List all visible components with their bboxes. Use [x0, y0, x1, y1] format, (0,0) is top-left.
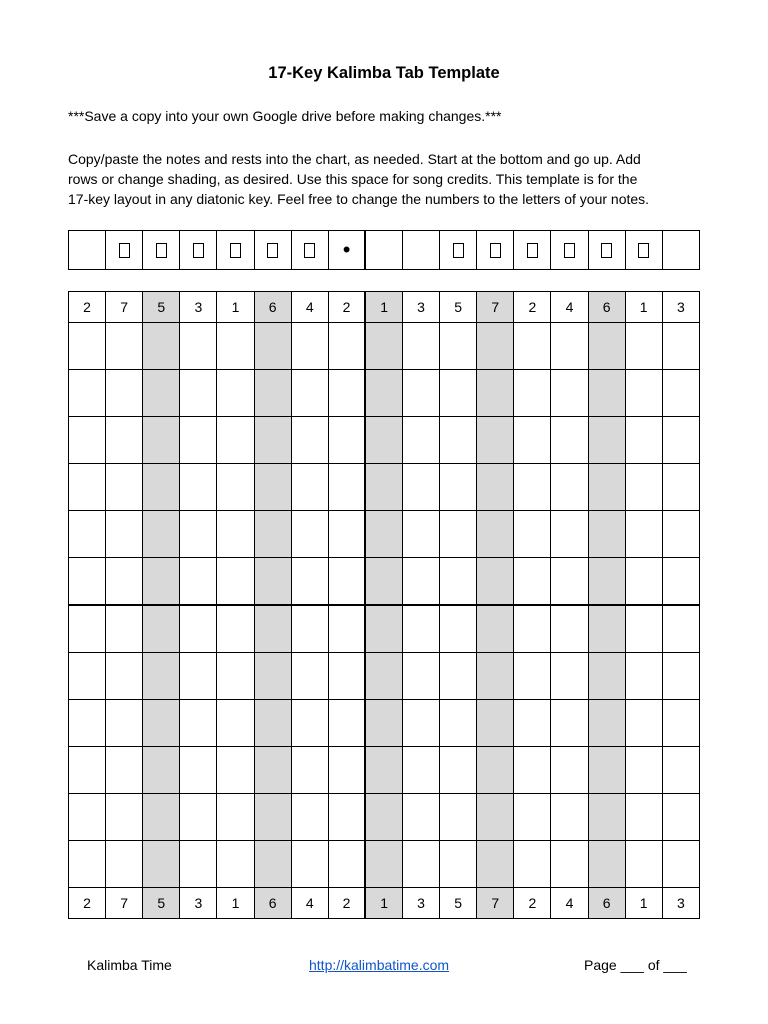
tab-cell [514, 794, 551, 841]
key-number-cell: 5 [440, 888, 477, 919]
key-number-cell: 4 [291, 888, 328, 919]
note-box-icon [193, 243, 204, 258]
tab-cell [69, 558, 106, 606]
tab-cell [143, 370, 180, 417]
tab-cell [254, 653, 291, 700]
symbol-cell [143, 231, 180, 270]
tab-cell [291, 511, 328, 558]
tab-cell [402, 605, 439, 653]
tab-cell [365, 370, 402, 417]
tab-cell [514, 417, 551, 464]
tab-cell [514, 558, 551, 606]
tab-cell [365, 700, 402, 747]
tab-cell [440, 700, 477, 747]
key-number-cell: 7 [477, 292, 514, 323]
symbol-cell [588, 231, 625, 270]
tab-cell [402, 511, 439, 558]
key-number-cell: 1 [365, 292, 402, 323]
tab-cell [180, 464, 217, 511]
tab-cell [254, 700, 291, 747]
page-number-field: Page ___ of ___ [584, 957, 687, 973]
tab-cell [440, 464, 477, 511]
tab-cell [291, 653, 328, 700]
key-number-cell: 5 [440, 292, 477, 323]
tab-cell [106, 605, 143, 653]
tab-cell [291, 323, 328, 370]
tab-cell [365, 653, 402, 700]
tab-cell [328, 747, 365, 794]
symbol-cell [551, 231, 588, 270]
tab-cell [143, 653, 180, 700]
tab-cell [625, 370, 662, 417]
tab-cell [143, 417, 180, 464]
tab-cell [217, 747, 254, 794]
key-number-cell: 5 [143, 292, 180, 323]
tab-cell [217, 370, 254, 417]
tab-cell [328, 794, 365, 841]
tab-cell [588, 558, 625, 606]
tab-cell [106, 700, 143, 747]
symbol-cell [291, 231, 328, 270]
tab-cell [328, 370, 365, 417]
tab-cell [551, 747, 588, 794]
tab-cell [217, 700, 254, 747]
tab-cell [625, 323, 662, 370]
tab-cell [625, 794, 662, 841]
tab-cell [143, 700, 180, 747]
key-number-row [69, 888, 700, 919]
tab-cell [625, 653, 662, 700]
key-number-cell: 4 [551, 888, 588, 919]
key-number-cell: 1 [365, 888, 402, 919]
key-number-cell: 3 [180, 292, 217, 323]
tab-cell [514, 653, 551, 700]
tab-cell [254, 323, 291, 370]
tab-cell [402, 417, 439, 464]
tab-cell [514, 323, 551, 370]
tab-cell [143, 841, 180, 888]
tab-cell [551, 605, 588, 653]
symbol-cell [477, 231, 514, 270]
tab-cell [143, 511, 180, 558]
tab-cell [143, 794, 180, 841]
tab-row [69, 511, 700, 558]
tab-cell [106, 747, 143, 794]
kalimba-tab-grid [68, 291, 700, 919]
tab-row [69, 841, 700, 888]
document-title: 17-Key Kalimba Tab Template [268, 64, 500, 82]
tab-cell [588, 747, 625, 794]
tab-cell [662, 558, 699, 606]
tab-row [69, 323, 700, 370]
tab-cell [180, 511, 217, 558]
tab-cell [625, 841, 662, 888]
tab-row [69, 370, 700, 417]
tab-cell [180, 370, 217, 417]
tab-cell [588, 370, 625, 417]
note-box-icon [119, 243, 130, 258]
save-copy-note: ***Save a copy into your own Google drive before making changes.*** [68, 108, 502, 124]
symbol-cell [106, 231, 143, 270]
tab-cell [69, 370, 106, 417]
symbol-cell [514, 231, 551, 270]
symbol-cell [217, 231, 254, 270]
tab-cell [365, 558, 402, 606]
tab-cell [477, 841, 514, 888]
tab-cell [402, 841, 439, 888]
tab-cell [365, 605, 402, 653]
tab-cell [477, 653, 514, 700]
tab-cell [69, 464, 106, 511]
symbol-cell [328, 231, 365, 270]
tab-cell [662, 323, 699, 370]
note-box-icon [490, 243, 501, 258]
tab-cell [217, 417, 254, 464]
tab-cell [477, 323, 514, 370]
tab-cell [477, 558, 514, 606]
tab-row [69, 700, 700, 747]
tab-cell [662, 511, 699, 558]
tab-cell [477, 370, 514, 417]
tab-cell [106, 794, 143, 841]
tab-cell [588, 605, 625, 653]
tab-cell [180, 794, 217, 841]
tab-cell [328, 653, 365, 700]
symbol-cell [625, 231, 662, 270]
tab-cell [588, 653, 625, 700]
tab-cell [402, 558, 439, 606]
key-number-cell: 2 [514, 888, 551, 919]
tab-cell [551, 323, 588, 370]
tab-cell [662, 370, 699, 417]
tab-cell [180, 841, 217, 888]
tab-cell [402, 794, 439, 841]
tab-cell [143, 558, 180, 606]
tab-cell [662, 653, 699, 700]
tab-cell [514, 370, 551, 417]
tab-cell [662, 841, 699, 888]
tab-cell [106, 558, 143, 606]
tab-cell [588, 323, 625, 370]
key-number-cell: 6 [254, 888, 291, 919]
tab-cell [106, 370, 143, 417]
instructions-line: 17-key layout in any diatonic key. Feel free to change the numbers to the letters of your notes. [68, 191, 650, 207]
key-number-cell: 2 [328, 888, 365, 919]
tab-cell [440, 558, 477, 606]
tab-cell [514, 605, 551, 653]
tab-cell [69, 841, 106, 888]
tab-cell [291, 841, 328, 888]
tab-cell [69, 323, 106, 370]
key-number-cell: 2 [328, 292, 365, 323]
key-number-cell: 3 [402, 292, 439, 323]
tab-cell [143, 323, 180, 370]
tab-cell [440, 511, 477, 558]
symbol-cell [402, 231, 439, 270]
tab-cell [254, 605, 291, 653]
tab-cell [217, 794, 254, 841]
tab-cell [254, 794, 291, 841]
key-number-cell: 2 [69, 888, 106, 919]
tab-cell [106, 841, 143, 888]
tab-cell [514, 464, 551, 511]
note-box-icon [230, 243, 241, 258]
symbol-cell [440, 231, 477, 270]
instructions-line: rows or change shading, as desired. Use this space for song credits. This template is for the [68, 171, 638, 187]
tab-cell [662, 605, 699, 653]
key-number-cell: 1 [217, 292, 254, 323]
tab-cell [625, 605, 662, 653]
tab-cell [69, 605, 106, 653]
tab-cell [143, 605, 180, 653]
tab-cell [662, 464, 699, 511]
tab-cell [328, 605, 365, 653]
tab-cell [328, 841, 365, 888]
tab-cell [625, 747, 662, 794]
tab-cell [514, 747, 551, 794]
tab-cell [180, 605, 217, 653]
tab-cell [551, 464, 588, 511]
tab-cell [477, 700, 514, 747]
tab-cell [254, 417, 291, 464]
tab-cell [254, 464, 291, 511]
key-number-cell: 7 [106, 292, 143, 323]
key-number-row [69, 292, 700, 323]
tab-cell [588, 464, 625, 511]
key-number-cell: 2 [69, 292, 106, 323]
tab-cell [106, 464, 143, 511]
tab-cell [328, 464, 365, 511]
key-number-cell: 4 [551, 292, 588, 323]
tab-cell [365, 417, 402, 464]
tab-cell [69, 747, 106, 794]
key-number-cell: 6 [254, 292, 291, 323]
tab-cell [625, 700, 662, 747]
tab-cell [217, 464, 254, 511]
tab-cell [365, 841, 402, 888]
tab-cell [217, 841, 254, 888]
footer-site-name: Kalimba Time [87, 957, 172, 973]
tab-cell [217, 605, 254, 653]
tab-cell [180, 417, 217, 464]
tab-cell [328, 558, 365, 606]
tab-cell [328, 323, 365, 370]
key-number-cell: 2 [514, 292, 551, 323]
tab-cell [477, 605, 514, 653]
tab-cell [440, 605, 477, 653]
tab-cell [291, 370, 328, 417]
tab-cell [440, 794, 477, 841]
tab-cell [551, 417, 588, 464]
tab-cell [662, 794, 699, 841]
footer-link[interactable]: http://kalimbatime.com [309, 957, 450, 973]
tab-cell [551, 841, 588, 888]
tab-cell [365, 747, 402, 794]
tab-cell [180, 653, 217, 700]
symbol-cell [69, 231, 106, 270]
tab-cell [217, 653, 254, 700]
key-number-cell: 3 [662, 292, 699, 323]
tab-cell [217, 558, 254, 606]
tab-cell [328, 511, 365, 558]
tab-cell [69, 700, 106, 747]
key-number-cell: 6 [588, 292, 625, 323]
key-number-cell: 6 [588, 888, 625, 919]
tab-cell [69, 511, 106, 558]
tab-cell [328, 417, 365, 464]
tab-cell [625, 511, 662, 558]
tab-row [69, 794, 700, 841]
tab-cell [69, 794, 106, 841]
tab-cell [254, 841, 291, 888]
tab-cell [477, 464, 514, 511]
symbol-palette [68, 230, 700, 270]
rest-dot-icon: • [342, 236, 351, 262]
tab-cell [402, 464, 439, 511]
tab-cell [365, 323, 402, 370]
tab-cell [106, 323, 143, 370]
tab-cell [291, 794, 328, 841]
tab-cell [291, 700, 328, 747]
tab-cell [402, 323, 439, 370]
tab-cell [69, 653, 106, 700]
tab-cell [477, 747, 514, 794]
instructions-line: Copy/paste the notes and rests into the chart, as needed. Start at the bottom and go up. Add [68, 151, 641, 167]
key-number-cell: 1 [217, 888, 254, 919]
tab-cell [588, 511, 625, 558]
tab-cell [106, 417, 143, 464]
tab-cell [551, 558, 588, 606]
tab-cell [180, 558, 217, 606]
tab-cell [477, 794, 514, 841]
tab-cell [328, 700, 365, 747]
key-number-cell: 1 [625, 888, 662, 919]
tab-cell [291, 605, 328, 653]
tab-row [69, 417, 700, 464]
tab-row [69, 747, 700, 794]
tab-cell [254, 747, 291, 794]
tab-cell [106, 511, 143, 558]
tab-cell [514, 841, 551, 888]
tab-cell [143, 747, 180, 794]
tab-cell [254, 370, 291, 417]
tab-row [69, 653, 700, 700]
key-number-cell: 3 [662, 888, 699, 919]
symbol-row [69, 231, 700, 270]
note-box-icon [267, 243, 278, 258]
tab-cell [254, 558, 291, 606]
tab-cell [588, 700, 625, 747]
tab-cell [106, 653, 143, 700]
tab-cell [180, 747, 217, 794]
note-box-icon [156, 243, 167, 258]
tab-row [69, 558, 700, 606]
symbol-cell [254, 231, 291, 270]
tab-cell [402, 747, 439, 794]
tab-cell [291, 417, 328, 464]
tab-cell [440, 747, 477, 794]
tab-cell [477, 417, 514, 464]
tab-cell [440, 417, 477, 464]
tab-cell [551, 511, 588, 558]
symbol-cell [662, 231, 699, 270]
note-box-icon [527, 243, 538, 258]
tab-cell [217, 323, 254, 370]
note-box-icon [601, 243, 612, 258]
key-number-cell: 7 [477, 888, 514, 919]
tab-cell [180, 700, 217, 747]
tab-cell [662, 417, 699, 464]
note-box-icon [453, 243, 464, 258]
tab-cell [551, 370, 588, 417]
tab-cell [402, 370, 439, 417]
tab-cell [662, 700, 699, 747]
tab-cell [588, 794, 625, 841]
key-number-cell: 3 [402, 888, 439, 919]
tab-cell [365, 464, 402, 511]
tab-cell [625, 417, 662, 464]
tab-cell [143, 464, 180, 511]
tab-cell [440, 323, 477, 370]
tab-cell [551, 794, 588, 841]
tab-cell [69, 417, 106, 464]
tab-cell [440, 653, 477, 700]
tab-cell [477, 511, 514, 558]
key-number-cell: 1 [625, 292, 662, 323]
tab-row [69, 464, 700, 511]
note-box-icon [564, 243, 575, 258]
key-number-cell: 3 [180, 888, 217, 919]
tab-cell [291, 464, 328, 511]
symbol-cell [180, 231, 217, 270]
tab-cell [180, 323, 217, 370]
tab-cell [551, 653, 588, 700]
tab-cell [662, 747, 699, 794]
tab-row [69, 605, 700, 653]
note-box-icon [304, 243, 315, 258]
tab-cell [440, 370, 477, 417]
key-number-cell: 5 [143, 888, 180, 919]
tab-cell [588, 417, 625, 464]
tab-cell [217, 511, 254, 558]
key-number-cell: 4 [291, 292, 328, 323]
symbol-cell [365, 231, 402, 270]
tab-cell [625, 464, 662, 511]
key-number-cell: 7 [106, 888, 143, 919]
tab-cell [514, 700, 551, 747]
tab-cell [402, 653, 439, 700]
tab-cell [402, 700, 439, 747]
note-box-icon [638, 243, 649, 258]
tab-cell [551, 700, 588, 747]
tab-cell [365, 794, 402, 841]
tab-cell [514, 511, 551, 558]
tab-cell [625, 558, 662, 606]
tab-cell [365, 511, 402, 558]
tab-cell [440, 841, 477, 888]
instructions-paragraph [68, 149, 708, 209]
tab-cell [291, 747, 328, 794]
tab-cell [254, 511, 291, 558]
tab-cell [588, 841, 625, 888]
tab-cell [291, 558, 328, 606]
